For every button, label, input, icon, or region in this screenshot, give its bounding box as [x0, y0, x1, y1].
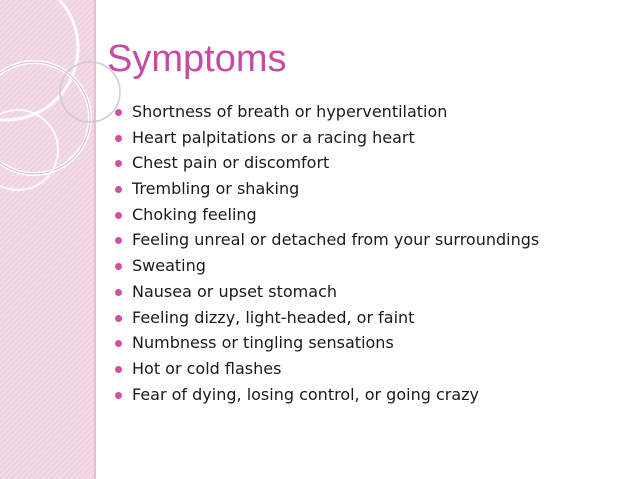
list-item-text: Numbness or tingling sensations — [132, 333, 394, 353]
list-item — [112, 150, 539, 176]
bullet-dot-icon — [115, 135, 122, 142]
list-item-text: Feeling dizzy, light-headed, or faint — [132, 307, 415, 327]
list-item — [112, 227, 539, 253]
list-item — [112, 305, 539, 331]
list-item-text: Feeling unreal or detached from your surroundings — [132, 230, 540, 250]
list-item-text: Trembling or shaking — [132, 179, 300, 199]
bullet-dot-icon — [115, 392, 122, 399]
list-item-text: Choking feeling — [132, 204, 257, 224]
list-item-text: Nausea or upset stomach — [132, 281, 337, 301]
list-item-text: Chest pain or discomfort — [132, 153, 330, 173]
bullet-dot-icon — [115, 109, 122, 116]
list-item — [112, 279, 539, 305]
list-item — [112, 356, 539, 382]
bullet-dot-icon — [115, 315, 122, 322]
list-item — [112, 382, 539, 408]
list-item-text: Fear of dying, losing control, or going crazy — [132, 384, 479, 404]
bullet-dot-icon — [115, 186, 122, 193]
bullet-dot-icon — [115, 237, 122, 244]
list-item — [112, 125, 539, 151]
bullet-dot-icon — [115, 160, 122, 167]
bullet-dot-icon — [115, 263, 122, 270]
bullet-dot-icon — [115, 340, 122, 347]
bullet-dot-icon — [115, 289, 122, 296]
list-item — [112, 253, 539, 279]
bullet-dot-icon — [115, 366, 122, 373]
list-item-text: Hot or cold flashes — [132, 358, 282, 378]
list-item-text: Heart palpitations or a racing heart — [132, 127, 415, 147]
list-item — [112, 330, 539, 356]
list-item-text: Sweating — [132, 256, 206, 276]
list-item — [112, 99, 539, 125]
list-item-text: Shortness of breath or hyperventilation — [132, 102, 448, 121]
symptom-list — [112, 99, 539, 407]
bullet-dot-icon — [115, 212, 122, 219]
list-item — [112, 202, 539, 228]
slide-title: Symptoms — [107, 38, 287, 80]
list-item — [112, 176, 539, 202]
